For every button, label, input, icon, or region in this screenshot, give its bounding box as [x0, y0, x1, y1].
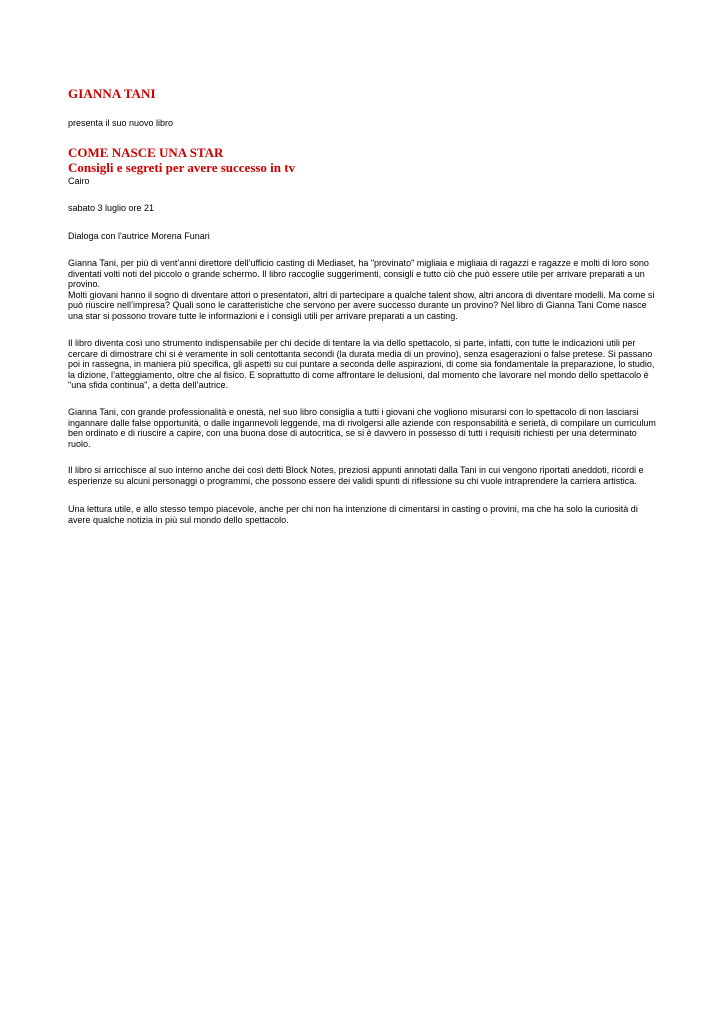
presents-line: presenta il suo nuovo libro [68, 118, 174, 128]
paragraph-1: Gianna Tani, per più di vent’anni direttore dell’ufficio casting di Mediaset, ha "provinato" migliaia e migliaia di ragazzi e ragazze e molti di loro sono diventati volti noti del piccolo o grande schermo. Il libro raccoglie suggerimenti, consigli e tutto ciò che può essere utile per arrivare preparati a un provino. Molti giovani hanno il sogno di diventare attori o presentatori, altri di partecipare a qualche talent show, altri ancora di diventare modelli. Ma come si può riuscire nell’impresa? Quali sono le caratteristiche che servono per avere successo durante un provino? Nel libro di Gianna Tani Come nasce una star si possono trovare tutte le informazioni e i consigli utili per arrivare preparati a un casting. [68, 258, 655, 321]
paragraph-2: Il libro diventa così uno strumento indispensabile per chi decide di tentare la via dello spettacolo, si parte, infatti, con tutte le indicazioni utili per cercare di dimostrare chi si è veramente in soli centottanta secondi (la durata media di un provino), senza esagerazioni o false pretese. Si passano poi in rassegna, in maniera più specifica, gli aspetti su cui puntare a seconda delle aspirazioni, di come sia fondamentale la preparazione, lo studio, la dizione, l’atteggiamento, oltre che al fisico. E soprattutto di come affrontare le delusioni, dal momento che lavorare nel mondo dello spettacolo è "una sfida continua", a detta dell’autrice. [68, 338, 655, 390]
paragraph-5: Una lettura utile, e allo stesso tempo piacevole, anche per chi non ha intenzione di cimentarsi in casting o provini, ma che ha solo la curiosità di avere qualche notizia in più sul mondo dello spettacolo. [68, 504, 638, 525]
publisher: Cairo [68, 176, 90, 186]
dialogue-line: Dialoga con l'autrice Morena Funari [68, 231, 210, 241]
paragraph-3: Gianna Tani, con grande professionalità e onestà, nel suo libro consiglia a tutti i giovani che vogliono misurarsi con lo spettacolo di non lasciarsi ingannare dalle false opportunità, o dalle ingannevoli leggende, ma di rivolgersi alle aziende con responsabilità e serietà, di compilare un curriculum ben ordinato e di riuscire a capire, con una buona dose di autocritica, se si è davvero in possesso di tutti i requisiti richiesti per una determinato ruolo. [68, 407, 656, 449]
event-date: sabato 3 luglio ore 21 [68, 203, 155, 213]
book-subtitle: Consigli e segreti per avere successo in tv [68, 160, 296, 175]
paragraph-4: Il libro si arricchisce al suo interno anche dei così detti Block Notes, preziosi appunti annotati dalla Tani in cui vengono riportati aneddoti, ricordi e esperienze su alcuni personaggi o programmi, che possono essere dei validi spunti di riflessione su chi vuole intraprendere la carriera artistica. [68, 465, 644, 486]
book-title: COME NASCE UNA STAR [68, 145, 224, 160]
author-name: GIANNA TANI [68, 86, 156, 101]
